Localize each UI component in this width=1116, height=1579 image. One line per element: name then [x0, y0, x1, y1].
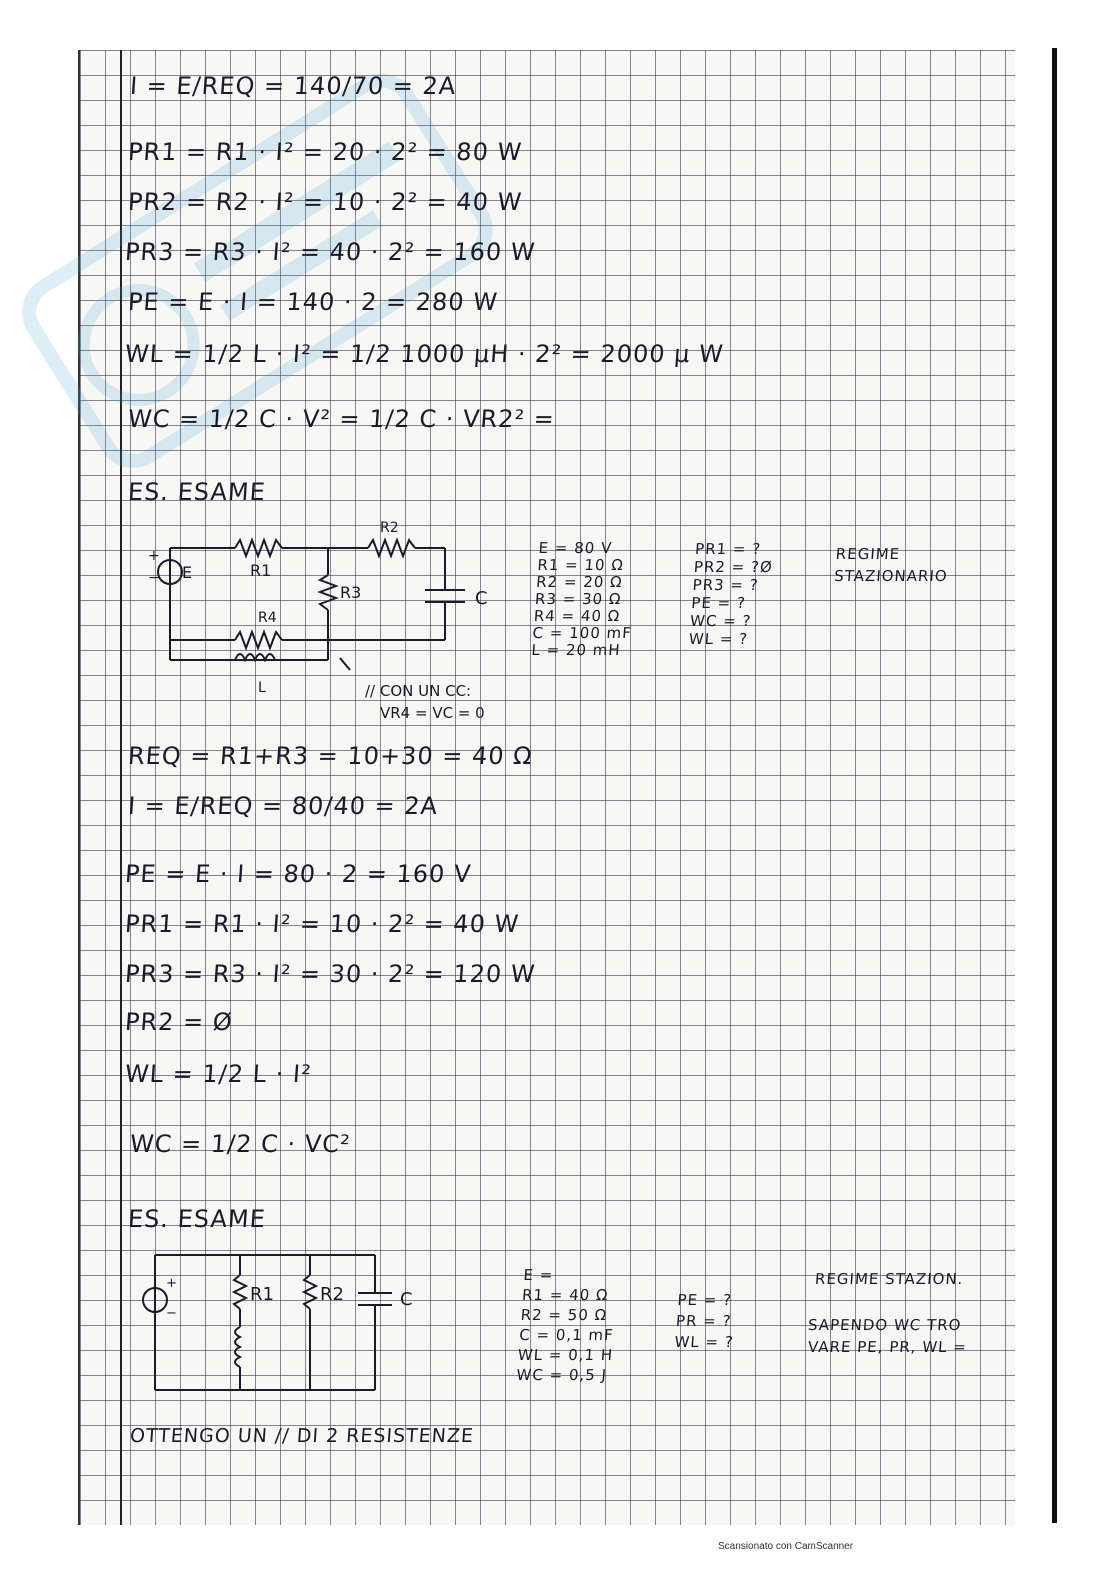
task-note: VARE PE, PR, WL =: [807, 1338, 968, 1356]
circuit-diagram-1: [140, 520, 500, 720]
given-item: WC = 0,5 J: [515, 1366, 608, 1384]
l-label: L: [258, 680, 266, 696]
r1-label-2: R1: [250, 1284, 274, 1305]
given-item: R1 = 40 Ω: [521, 1286, 610, 1304]
given-item: E =: [522, 1266, 554, 1284]
page-edge: [1052, 48, 1057, 1523]
unknown-item: PE = ?: [690, 594, 747, 612]
equation-line: PR2 = R2 · I² = 10 · 2² = 40 W: [127, 188, 524, 216]
section-heading: ES. ESAME: [127, 1205, 267, 1233]
given-item: C = 100 mF: [532, 624, 633, 642]
c-label-2: C: [400, 1289, 413, 1310]
source2-plus: +: [166, 1276, 177, 1291]
given-item: E = 80 V: [537, 539, 613, 557]
equation-line: PE = E · I = 140 · 2 = 280 W: [127, 288, 499, 316]
task-note: SAPENDO WC TRO: [807, 1316, 963, 1334]
regime-note-1: [833, 543, 949, 587]
unknown-item: PR2 = ?Ø: [693, 558, 774, 576]
r4-label: R4: [258, 610, 277, 626]
equation-line: WL = 1/2 L · I² = 1/2 1000 μH · 2² = 2000 μ W: [124, 340, 725, 368]
short-circuit-note: // CON UN CC:: [365, 682, 472, 700]
equation-line: WL = 1/2 L · I²: [124, 1060, 313, 1088]
equation-line: I = E/REQ = 140/70 = 2A: [129, 72, 458, 100]
r2-label: R2: [380, 520, 399, 536]
regime-text: STAZIONARIO: [833, 567, 949, 585]
equation-line: PR1 = R1 · I² = 10 · 2² = 40 W: [124, 910, 521, 938]
given-values-2: [516, 1265, 620, 1385]
given-item: R4 = 40 Ω: [533, 607, 621, 625]
r2-label-2: R2: [320, 1284, 344, 1305]
source2-minus: −: [166, 1306, 177, 1321]
given-item: L = 20 mH: [530, 641, 622, 659]
equation-line: PR1 = R1 · I² = 20 · 2² = 80 W: [127, 138, 524, 166]
equation-line: PR2 = Ø: [124, 1008, 234, 1036]
unknown-item: WC = ?: [689, 612, 753, 630]
source-plus: +: [148, 548, 160, 564]
given-item: R1 = 10 Ω: [536, 556, 625, 574]
unknown-item: PR = ?: [675, 1312, 733, 1330]
regime-note-2: REGIME STAZION.: [814, 1270, 965, 1288]
unknown-item: WL = ?: [688, 630, 749, 648]
equation-line: PR3 = R3 · I² = 40 · 2² = 160 W: [124, 238, 537, 266]
unknown-item: WL = ?: [673, 1333, 735, 1351]
given-item: R2 = 20 Ω: [535, 573, 624, 591]
unknown-item: PE = ?: [676, 1291, 733, 1309]
r3-label: R3: [340, 583, 362, 602]
equation-line: WC = 1/2 C · VC²: [129, 1130, 352, 1158]
final-line: OTTENGO UN // DI 2 RESISTENZE: [129, 1425, 475, 1447]
unknown-item: PR1 = ?: [694, 540, 762, 558]
scanner-footer: Scansionato con CamScanner: [718, 1541, 854, 1552]
equation-line: WC = 1/2 C · V² = 1/2 C · VR2² =: [127, 405, 556, 433]
equation-line: I = E/REQ = 80/40 = 2A: [127, 792, 439, 820]
given-item: C = 0,1 mF: [518, 1326, 615, 1344]
circuit-diagram-2: [130, 1245, 413, 1405]
r1-label: R1: [250, 561, 272, 580]
given-item: R2 = 50 Ω: [520, 1306, 608, 1324]
source-minus: −: [148, 570, 160, 586]
unknowns-1: [688, 540, 774, 648]
given-values-1: [531, 540, 639, 659]
section-heading: ES. ESAME: [127, 478, 267, 506]
unknown-item: PR3 = ?: [692, 576, 760, 594]
source-label: E: [182, 563, 193, 582]
voltage-note: VR4 = VC = 0: [380, 704, 485, 722]
c-label: C: [475, 588, 488, 609]
given-item: R3 = 30 Ω: [534, 590, 623, 608]
equation-line: PE = E · I = 80 · 2 = 160 V: [124, 860, 473, 888]
given-item: WL = 0,1 H: [517, 1346, 614, 1364]
equation-line: REQ = R1+R3 = 10+30 = 40 Ω: [127, 742, 534, 770]
unknowns-2: [674, 1290, 738, 1353]
equation-line: PR3 = R3 · I² = 30 · 2² = 120 W: [124, 960, 537, 988]
regime-text: REGIME: [835, 545, 901, 563]
